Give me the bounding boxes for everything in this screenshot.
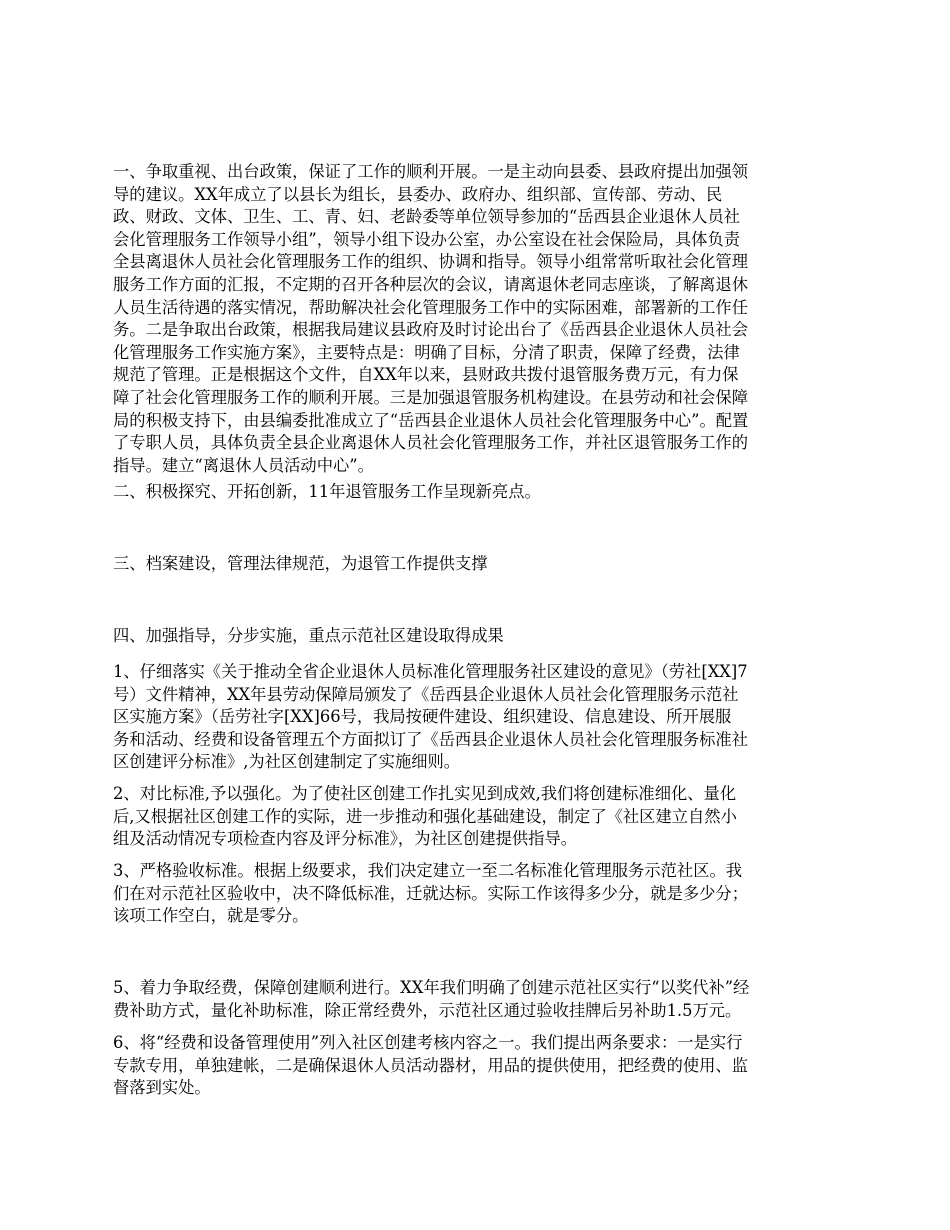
paragraph-6 bbox=[113, 783, 843, 851]
text-line: 区创建评分标准》,为社区创建制定了实施细则。 bbox=[113, 752, 461, 772]
paragraph-5 bbox=[113, 661, 843, 774]
text-line: 局的积极支持下，由县编委批准成立了“岳西县企业退休人员社会化管理服务中心”。配置 bbox=[113, 410, 749, 430]
paragraph-4 bbox=[113, 625, 843, 648]
text-line: 1、仔细落实《关于推动全省企业退休人员标准化管理服务社区建设的意见》（劳社[XX]7 bbox=[113, 662, 748, 681]
text-line: 专款专用，单独建帐，二是确保退休人员活动器材，用品的提供使用，把经费的使用、监 bbox=[113, 1055, 748, 1075]
text-line: 三、档案建设，管理法律规范，为退管工作提供支撑 bbox=[113, 554, 488, 573]
paragraph-8 bbox=[113, 977, 843, 1022]
text-line: 障了社会化管理服务工作的顺利开展。三是加强退管服务机构建设。在县劳动和社会保障 bbox=[113, 387, 748, 407]
paragraph-1 bbox=[113, 161, 843, 477]
text-line: 务和活动、经费和设备管理五个方面拟订了《岳西县企业退休人员社会化管理服务标准社 bbox=[113, 729, 748, 749]
paragraph-3 bbox=[113, 553, 843, 576]
text-line: 3、严格验收标准。根据上级要求，我们决定建立一至二名标准化管理服务示范社区。我 bbox=[113, 861, 743, 880]
paragraph-2 bbox=[113, 481, 843, 504]
text-line: 会化管理服务工作领导小组”，领导小组下设办公室，办公室设在社会保险局，具体负责 bbox=[113, 229, 741, 249]
text-line: 四、加强指导，分步实施，重点示范社区建设取得成果 bbox=[113, 626, 504, 645]
text-line: 政、财政、文体、卫生、工、青、妇、老龄委等单位领导参加的“岳西县企业退休人员社 bbox=[113, 207, 741, 227]
text-line: 服务工作方面的汇报，不定期的召开各种层次的会议，请离退休老同志座谈，了解离退休 bbox=[113, 274, 748, 294]
text-line: 一、争取重视、出台政策，保证了工作的顺利开展。一是主动向县委、县政府提出加强领 bbox=[113, 162, 748, 181]
text-line: 导的建议。XX年成立了以县长为组长，县委办、政府办、组织部、宣传部、劳动、民 bbox=[113, 184, 723, 204]
text-line: 化管理服务工作实施方案》，主要特点是：明确了目标，分清了职责，保障了经费，法律 bbox=[113, 342, 740, 362]
paragraph-7 bbox=[113, 860, 843, 928]
text-line: 务。二是争取出台政策，根据我局建议县政府及时讨论出台了《岳西县企业退休人员社会 bbox=[113, 320, 748, 340]
text-line: 5、着力争取经费，保障创建顺利进行。XX年我们明确了创建示范社区实行“以奖代补”经 bbox=[113, 978, 750, 997]
text-line: 费补助方式，量化补助标准，除正常经费外，示范社区通过验收挂牌后另补助1.5万元。 bbox=[113, 1000, 742, 1020]
text-line: 2、对比标准,予以强化。为了使社区创建工作扎实见到成效,我们将创建标准细化、量化 bbox=[113, 784, 737, 803]
text-line: 二、积极探究、开拓创新，11年退管服务工作呈现新亮点。 bbox=[113, 482, 541, 501]
text-line: 督落到实处。 bbox=[113, 1078, 211, 1098]
text-line: 们在对示范社区验收中，决不降低标准，迁就达标。实际工作该得多少分，就是多少分； bbox=[113, 883, 748, 903]
text-line: 区实施方案》（岳劳社字[XX]66号，我局按硬件建设、组织建设、信息建设、所开展服 bbox=[113, 707, 732, 727]
text-line: 该项工作空白，就是零分。 bbox=[113, 906, 309, 926]
text-line: 6、将“经费和设备管理使用”列入社区创建考核内容之一。我们提出两条要求：一是实行 bbox=[113, 1033, 743, 1052]
text-line: 全县离退休人员社会化管理服务工作的组织、协调和指导。领导小组常常听取社会化管理 bbox=[113, 252, 748, 272]
text-line: 规范了管理。正是根据这个文件，自XX年以来，县财政共拨付退管服务费万元，有力保 bbox=[113, 365, 739, 385]
text-line: 组及活动情况专项检查内容及评分标准》，为社区创建提供指导。 bbox=[113, 829, 578, 849]
text-line: 指导。建立“离退休人员活动中心”。 bbox=[113, 455, 374, 475]
text-line: 了专职人员，具体负责全县企业离退休人员社会化管理服务工作，并社区退管服务工作的 bbox=[113, 433, 748, 453]
paragraph-9 bbox=[113, 1032, 843, 1100]
text-line: 号）文件精神，XX年县劳动保障局颁发了《岳西县企业退休人员社会化管理服务示范社 bbox=[113, 684, 739, 704]
text-line: 后,又根据社区创建工作的实际，进一步推动和强化基础建设，制定了《社区建立自然小 bbox=[113, 806, 737, 826]
text-line: 人员生活待遇的落实情况，帮助解决社会化管理服务工作中的实际困难，部署新的工作任 bbox=[113, 297, 748, 317]
